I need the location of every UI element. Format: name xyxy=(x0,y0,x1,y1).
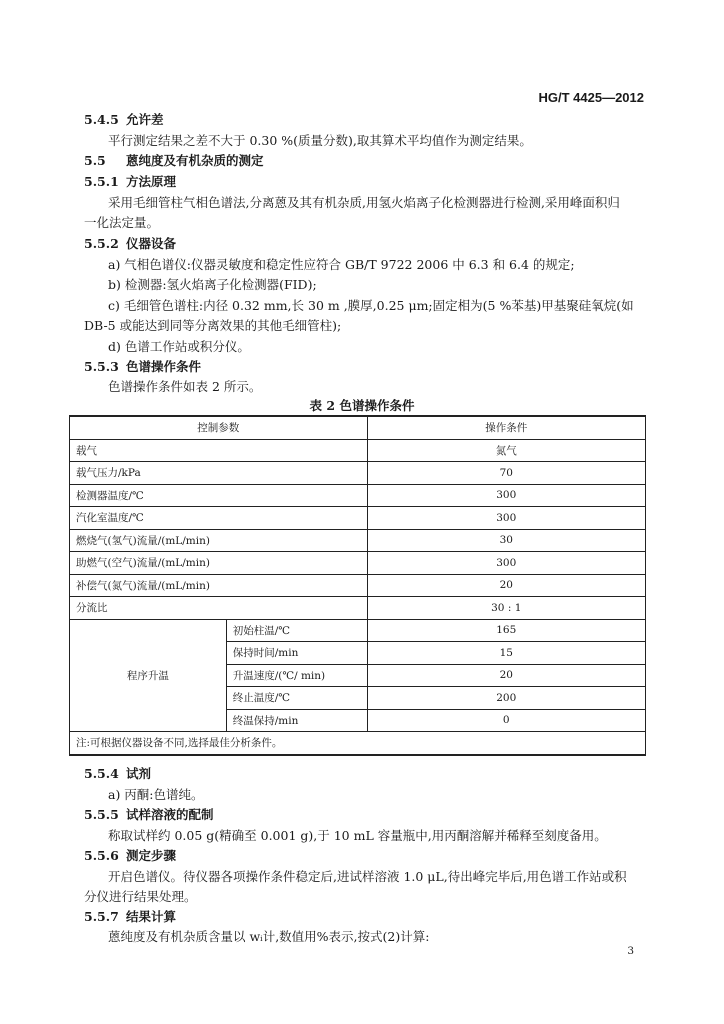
value-cell: 15 xyxy=(367,642,645,665)
section-title: 结果计算 xyxy=(126,909,177,924)
value-cell: 20 xyxy=(367,664,645,687)
table-header-row xyxy=(70,416,646,439)
section-5-5-3-heading xyxy=(84,357,201,377)
value-cell: 0 xyxy=(367,709,645,732)
section-number: 5.4.5 xyxy=(84,112,119,127)
table-row xyxy=(70,619,646,642)
section-title: 仪器设备 xyxy=(126,236,177,251)
param-cell: 助燃气(空气)流量/(mL/min) xyxy=(70,552,368,575)
value-cell: 300 xyxy=(367,552,645,575)
paragraph: 称取试样约 0.05 g(精确至 0.001 g),于 10 mL 容量瓶中,用丙酮溶解并稀释至刻度备用。 xyxy=(108,828,607,843)
param-cell: 初始柱温/℃ xyxy=(226,619,367,642)
list-item-a: a) 气相色谱仪:仪器灵敏度和稳定性应符合 GB/T 9722 2006 中 6.3 和 6.4 的规定; xyxy=(108,257,575,272)
list-item-c: c) 毛细管色谱柱:内径 0.32 mm,长 30 m ,膜厚,0.25 μm;固定相为(5 %苯基)甲基聚硅氧烷(如 xyxy=(108,298,634,313)
section-number: 5.5.1 xyxy=(84,174,119,189)
section-number: 5.5.2 xyxy=(84,236,119,251)
param-cell: 保持时间/min xyxy=(226,642,367,665)
table-note-row xyxy=(70,732,646,755)
section-number: 5.5.4 xyxy=(84,766,119,781)
value-cell: 300 xyxy=(367,507,645,530)
table-row xyxy=(70,439,646,462)
table-row xyxy=(70,552,646,575)
table-note: 注:可根据仪器设备不同,选择最佳分析条件。 xyxy=(70,732,646,755)
value-cell: 氮气 xyxy=(367,439,645,462)
param-cell: 载气 xyxy=(70,439,368,462)
table-row xyxy=(70,574,646,597)
param-cell: 载气压力/kPa xyxy=(70,462,368,485)
section-title: 测定步骤 xyxy=(126,848,177,863)
value-cell: 30 : 1 xyxy=(367,597,645,620)
param-cell: 汽化室温度/℃ xyxy=(70,507,368,530)
value-cell: 20 xyxy=(367,574,645,597)
section-number: 5.5.3 xyxy=(84,359,119,374)
param-cell: 燃烧气(氢气)流量/(mL/min) xyxy=(70,529,368,552)
param-cell: 分流比 xyxy=(70,597,368,620)
header-cell-condition: 操作条件 xyxy=(367,416,645,439)
table-row xyxy=(70,529,646,552)
param-cell: 终止温度/℃ xyxy=(226,687,367,710)
section-title: 允许差 xyxy=(126,112,164,127)
section-number: 5.5.7 xyxy=(84,909,119,924)
section-5-5-4-heading xyxy=(84,764,151,784)
section-5-5-2-heading xyxy=(84,234,176,254)
paragraph: 蒽纯度及有机杂质含量以 wᵢ计,数值用%表示,按式(2)计算: xyxy=(108,929,430,944)
paragraph-line: 一化法定量。 xyxy=(84,215,160,230)
section-5-5-7-heading xyxy=(84,907,176,927)
section-5-5-6-heading xyxy=(84,846,176,866)
param-cell: 升温速度/(℃/ min) xyxy=(226,664,367,687)
table-row xyxy=(70,484,646,507)
paragraph: 色谱操作条件如表 2 所示。 xyxy=(108,379,262,394)
list-item-b: b) 检测器:氢火焰离子化检测器(FID); xyxy=(108,277,317,292)
section-number: 5.5.6 xyxy=(84,848,119,863)
paragraph: 平行测定结果之差不大于 0.30 %(质量分数),取其算术平均值作为测定结果。 xyxy=(108,133,532,148)
table-row xyxy=(70,507,646,530)
section-5-5-5-heading xyxy=(84,805,214,825)
value-cell: 300 xyxy=(367,484,645,507)
list-item-d: d) 色谱工作站或积分仪。 xyxy=(108,339,250,354)
table-caption: 表 2 色谱操作条件 xyxy=(309,398,415,413)
paragraph-line: 分仪进行结果处理。 xyxy=(84,889,197,904)
section-number: 5.5 xyxy=(84,153,106,168)
section-title: 蒽纯度及有机杂质的测定 xyxy=(126,153,264,168)
param-cell: 终温保持/min xyxy=(226,709,367,732)
paragraph-line: 采用毛细管柱气相色谱法,分离蒽及其有机杂质,用氢火焰离子化检测器进行检测,采用峰面积归 xyxy=(108,195,620,210)
section-title: 试样溶液的配制 xyxy=(126,807,214,822)
param-cell: 检测器温度/℃ xyxy=(70,484,368,507)
chromatography-conditions-table xyxy=(69,415,646,756)
section-title: 试剂 xyxy=(126,766,152,781)
value-cell: 70 xyxy=(367,462,645,485)
table-row xyxy=(70,597,646,620)
section-5-4-5-heading xyxy=(84,110,164,130)
table-row xyxy=(70,462,646,485)
value-cell: 200 xyxy=(367,687,645,710)
header-cell-param: 控制参数 xyxy=(70,416,368,439)
param-cell: 补偿气(氮气)流量/(mL/min) xyxy=(70,574,368,597)
section-title: 方法原理 xyxy=(126,174,177,189)
list-item-c-continued: DB-5 或能达到同等分离效果的其他毛细管柱); xyxy=(84,318,342,333)
page-number: 3 xyxy=(627,945,634,957)
section-number: 5.5.5 xyxy=(84,807,119,822)
paragraph-line: 开启色谱仪。待仪器各项操作条件稳定后,进试样溶液 1.0 μL,待出峰完毕后,用色谱工作站或积 xyxy=(108,869,627,884)
list-item-a: a) 丙酮:色谱纯。 xyxy=(108,787,204,802)
value-cell: 30 xyxy=(367,529,645,552)
value-cell: 165 xyxy=(367,619,645,642)
program-temp-label: 程序升温 xyxy=(70,619,227,732)
standard-number: HG/T 4425—2012 xyxy=(538,90,644,105)
section-title: 色谱操作条件 xyxy=(126,359,202,374)
section-5-5-heading xyxy=(84,151,264,171)
section-5-5-1-heading xyxy=(84,172,176,192)
